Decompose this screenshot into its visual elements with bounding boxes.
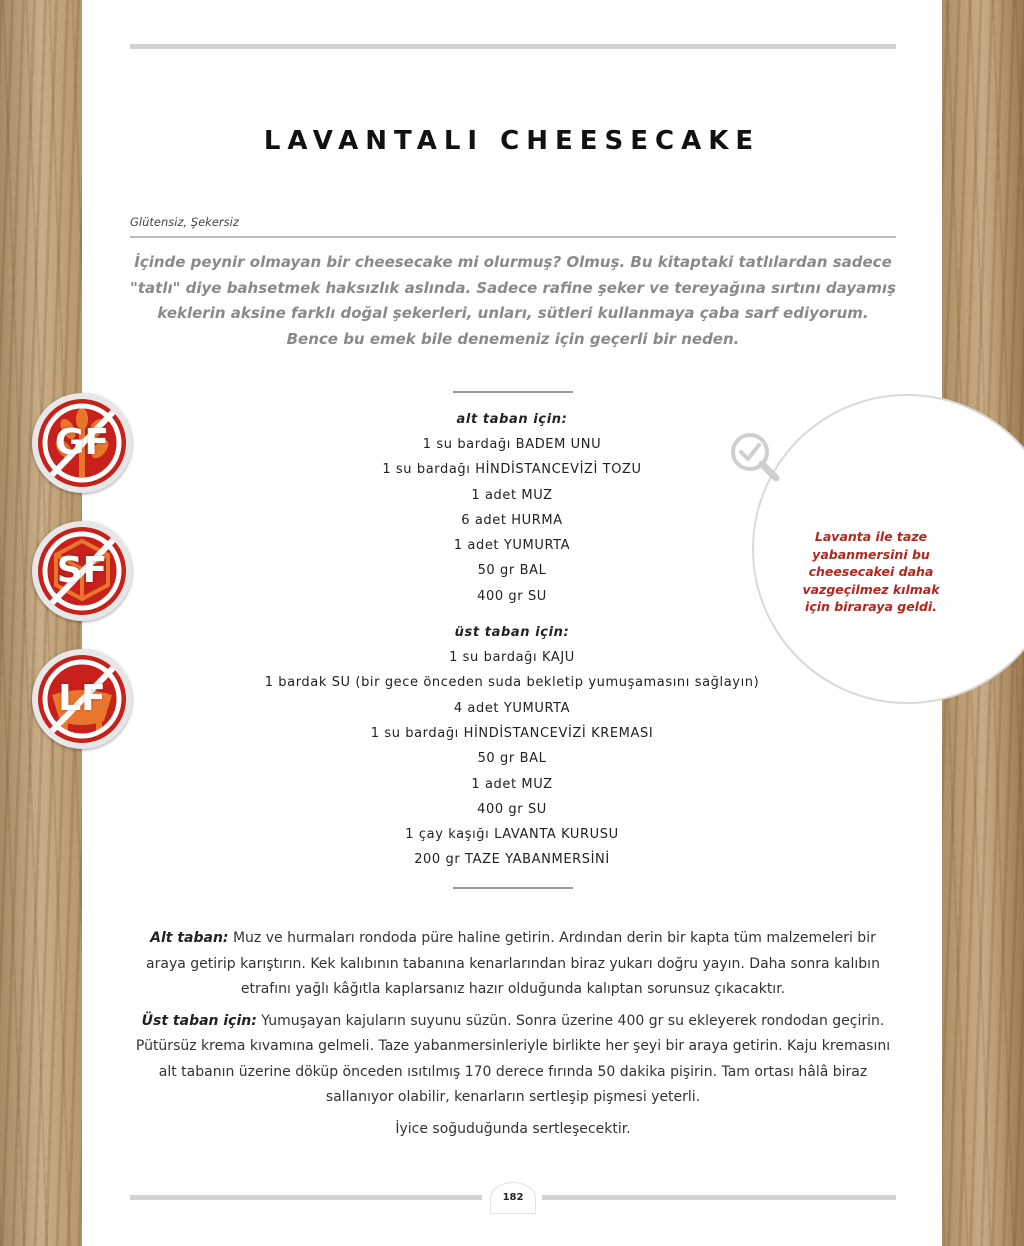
ingredient-item: 400 gr SU <box>477 588 547 604</box>
ingredient-item: 4 adet YUMURTA <box>453 700 571 716</box>
intro-line: keklerin aksine farklı doğal şekerleri, unları, sütleri kullanmaya çaba sarf ediyorum. <box>157 304 869 322</box>
sugar-free-badge <box>32 521 132 621</box>
method-top-body: Yumuşayan kajuların suyunu süzün. Sonra üzerine 400 gr su ekleyerek rondodan geçirin. Pütürsüz krema kıvamına gelmeli. Taze yabanmersinleriyle birlikte her şeyi bir araya getirin. Kaju kremasını alt tabanın üzerine döküp önceden ısıtılmış 170 derece fırında 50 dakika pişirin. Tam ortası hâlâ biraz sallanıyor olabilir, kenarların sertleşip pişmesi yeterli. <box>135 1012 891 1105</box>
ingredient-item: 1 adet MUZ <box>471 776 553 792</box>
ingredient-item: 1 su bardağı HİNDİSTANCEVİZİ TOZU <box>382 462 642 478</box>
method-top-lead: Üst taban için: <box>141 1012 257 1029</box>
page-number: 182 <box>490 1182 536 1214</box>
lactose-free-badge <box>32 649 132 749</box>
ingredient-item: 400 gr SU <box>477 801 547 817</box>
method-final: İyice soğuduğunda sertleşecektir. <box>395 1120 631 1137</box>
ingredient-item: 1 bardak SU (bir gece önceden suda bekletip yumuşamasını sağlayın) <box>264 675 760 691</box>
ingredient-item: 1 su bardağı KAJU <box>449 650 575 666</box>
method-bottom-paragraph <box>130 926 896 1003</box>
intro-paragraph <box>130 250 896 352</box>
method-bottom-body: Muz ve hurmaları rondoda püre haline getirin. Ardından derin bir kapta tüm malzemeleri bir araya getirip karıştırın. Kek kalıbının tabanına kenarlarından biraz yukarı doğru yayın. Daha sonra kalıbın etrafını yağlı kâğıtla kaplarsanız hazır olduğunda kalıptan sorunsuz çıkacaktır. <box>146 930 880 997</box>
magnifier-check-icon <box>726 428 782 488</box>
diet-tags: Glütensiz, Şekersiz <box>130 215 239 229</box>
method-top-paragraph <box>130 1009 896 1111</box>
ingredients-top-rule <box>453 391 573 393</box>
intro-line: Bence bu emek bile denemeniz için geçerli bir neden. <box>286 329 740 348</box>
ingredient-item: 1 su bardağı BADEM UNU <box>422 437 602 452</box>
top-rule <box>130 44 896 49</box>
ingredient-item: 1 çay kaşığı LAVANTA KURUSU <box>405 827 619 843</box>
recipe-title: LAVANTALI CHEESECAKE <box>263 126 761 156</box>
method-bottom-lead: Alt taban: <box>150 930 229 946</box>
ingredient-item: 6 adet HURMA <box>461 512 563 528</box>
gluten-free-badge <box>32 393 132 493</box>
tip-text: Lavanta ile taze yabanmersini bu cheesecakei daha vazgeçilmez kılmak için biraraya geldi. <box>802 529 940 614</box>
ingredient-item: 50 gr BAL <box>477 751 547 767</box>
method-text <box>130 926 896 1148</box>
ingredients-bottom-rule <box>453 887 573 889</box>
ingredient-item: 1 adet YUMURTA <box>453 538 571 554</box>
footer-rule-right <box>542 1195 896 1200</box>
ingredient-item: 50 gr BAL <box>477 563 547 579</box>
ingredient-item: 1 adet MUZ <box>471 487 553 503</box>
ingredient-item: 1 su bardağı HİNDİSTANCEVİZİ KREMASI <box>370 725 654 741</box>
tags-rule <box>130 236 896 238</box>
footer-rule-left <box>130 1195 482 1200</box>
bottom-base-heading: alt taban için: <box>456 412 568 427</box>
intro-line: "tatlı" diye bahsetmek haksızlık aslında. Sadece rafine şeker ve tereyağına sırtını dayamış <box>130 278 896 297</box>
badge-label: GF <box>54 422 110 463</box>
top-base-heading: üst taban için: <box>454 625 570 641</box>
ingredient-item: 200 gr TAZE YABANMERSİNİ <box>414 852 610 868</box>
badge-label: SF <box>56 550 108 591</box>
badge-label: LF <box>58 678 106 719</box>
intro-line: İçinde peynir olmayan bir cheesecake mi olurmuş? Olmuş. Bu kitaptaki tatlılardan sadece <box>134 253 892 271</box>
